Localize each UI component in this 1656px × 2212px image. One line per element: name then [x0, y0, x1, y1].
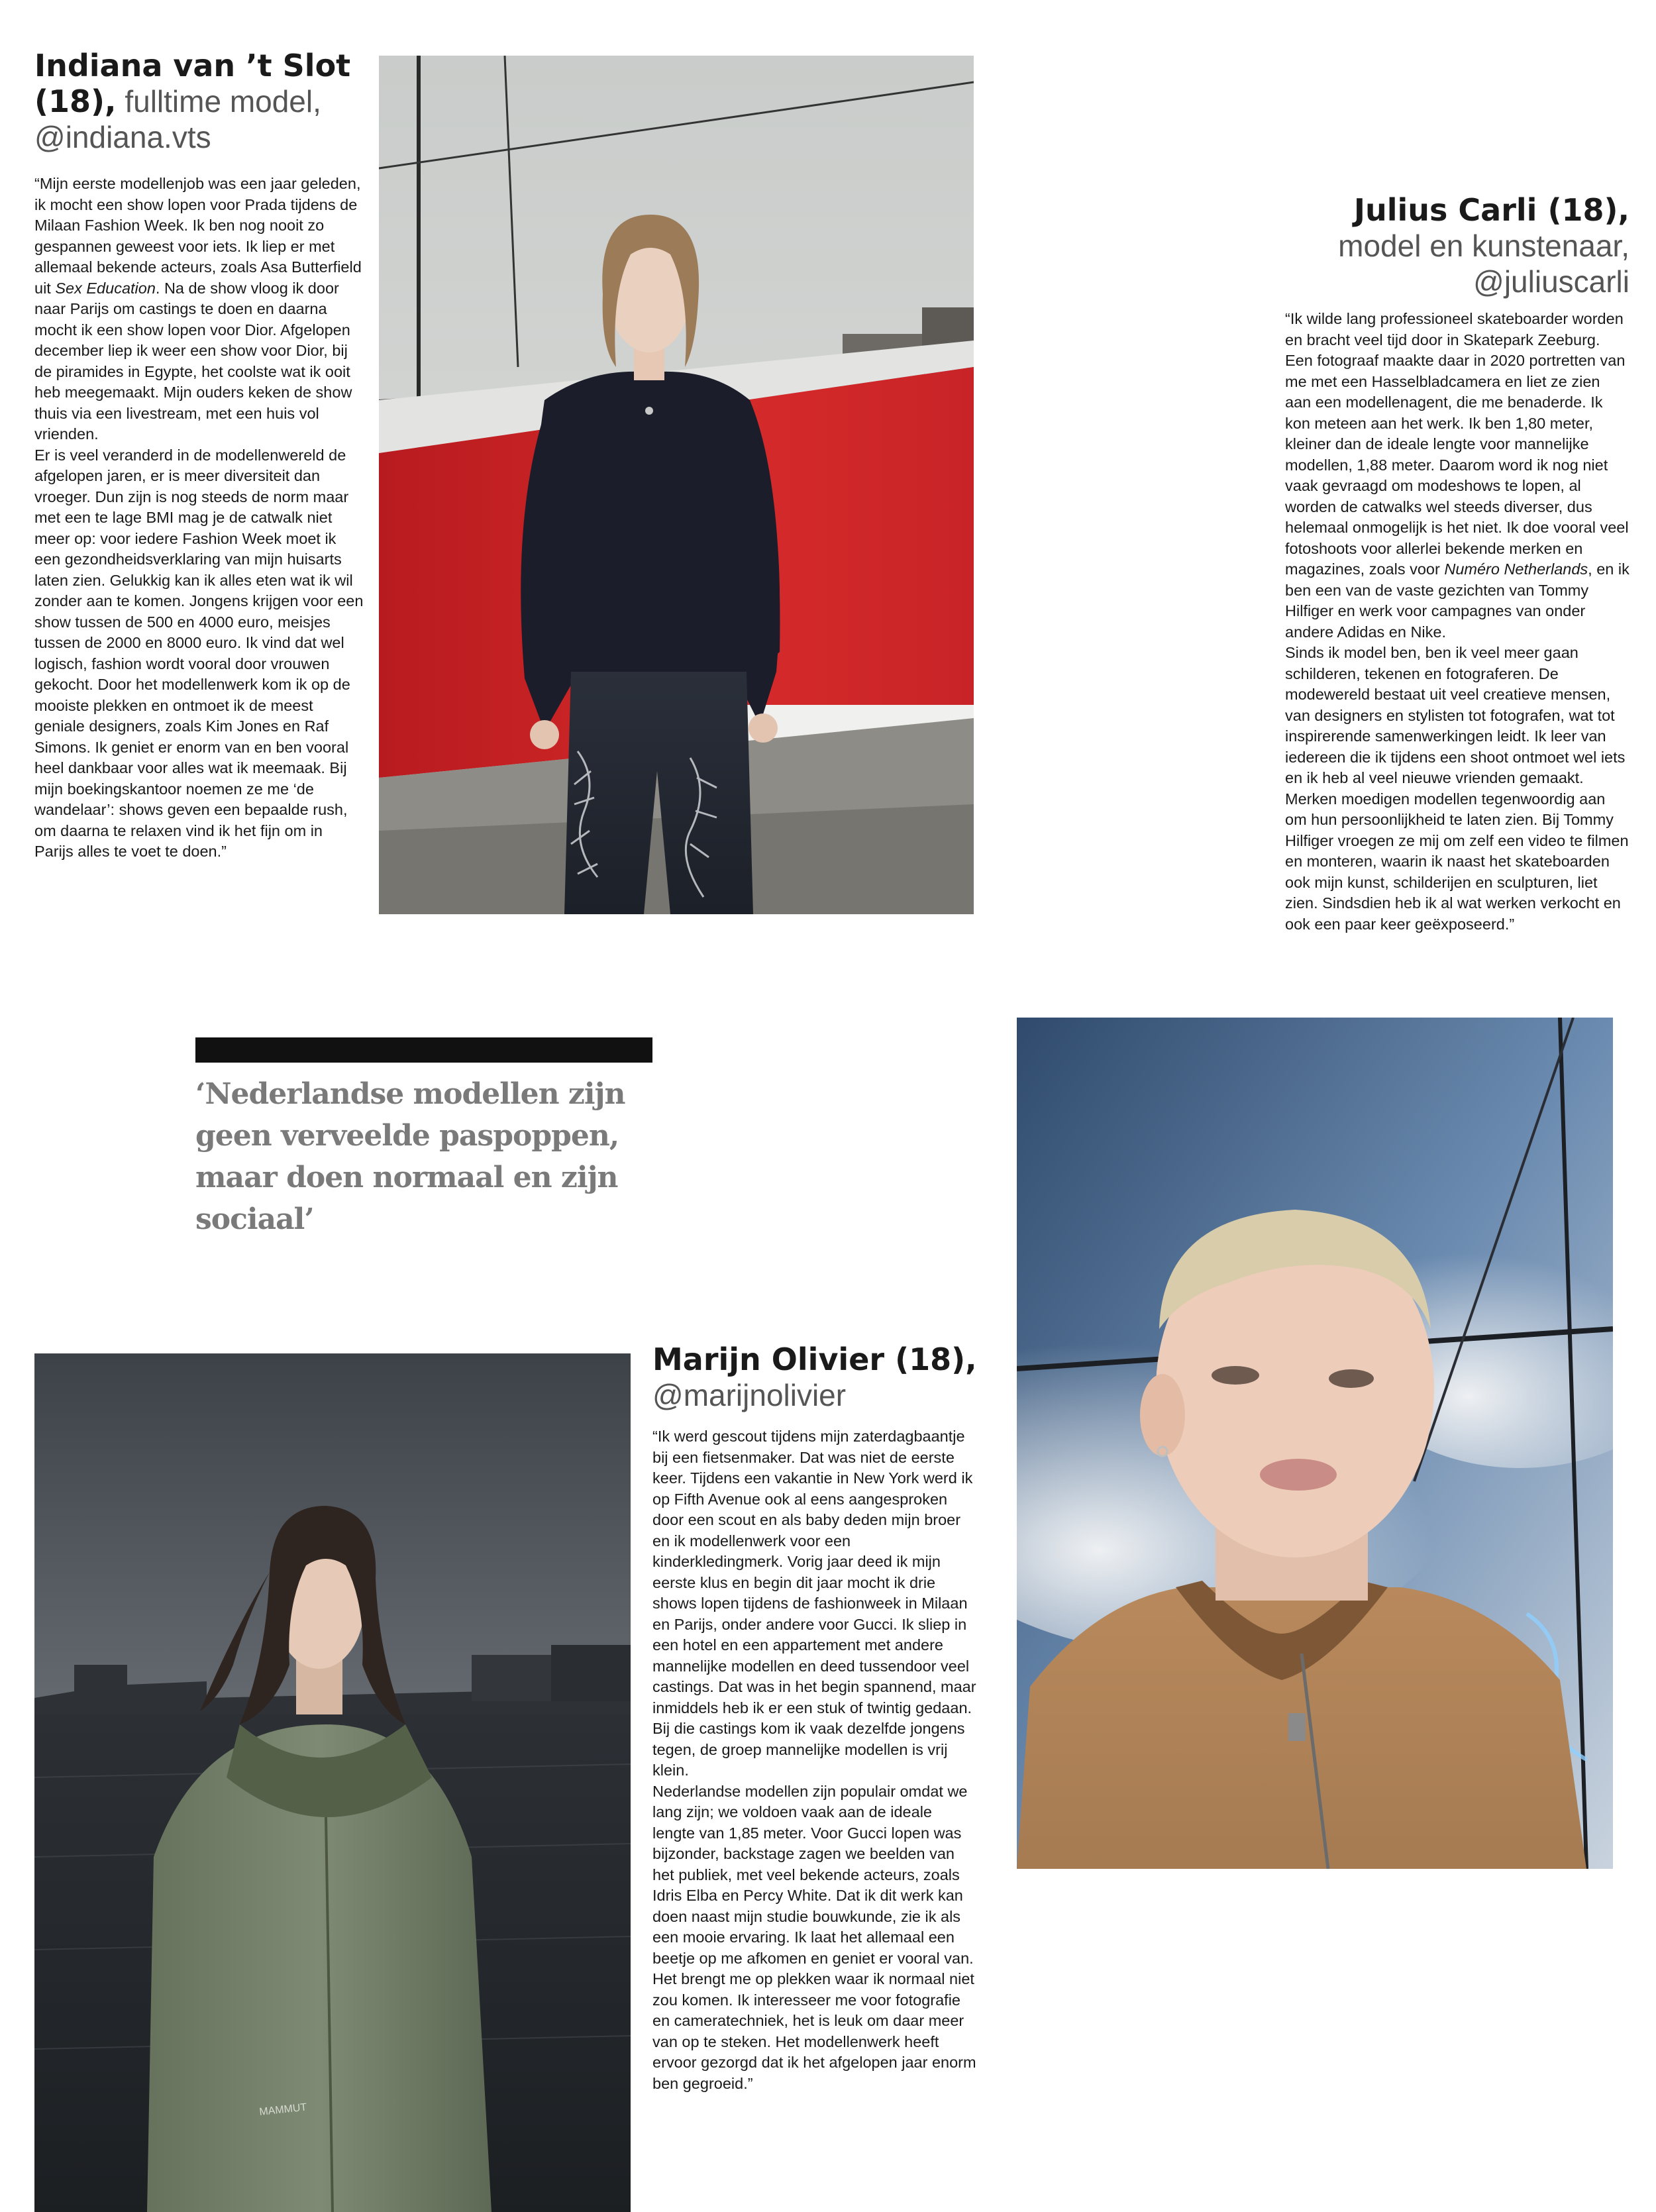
photo-indiana: [379, 56, 974, 914]
profile-indiana: [34, 48, 366, 863]
profile-body: [652, 1426, 977, 2094]
profile-julius: [1285, 192, 1630, 935]
show-title: Sex Education: [55, 279, 156, 297]
body-paragraph: Nederlandse modellen zijn populair omdat we lang zijn; we voldoen vaak aan de ideale lengte van 1,85 meter. Voor Gucci lopen was bijzonder, backstage zagen we beelden van het publiek, met veel bekende acteurs, zoals Idris Elba en Percy White. Dat ik dit werk kan doen naast mijn studie bouwkunde, zie ik als een mooie ervaring. Ik laat het allemaal een beetje op me afkomen en geniet er vooral van. Het brengt me op plekken waar ik normaal niet zou komen. Ik interesseer me voor fotografie en cameratechniek, het is leuk om daar meer van op te steken. Het modellenwerk heeft ervoor gezorgd dat ik het afgelopen jaar enorm ben gegroeid.”: [652, 1782, 976, 2092]
body-paragraph: “Ik werd gescout tijdens mijn zaterdagbaantje bij een fietsenmaker. Dat was niet de eerste keer. Tijdens een vakantie in New York werd ik op Fifth Avenue ook al eens aangesproken door een scout en als baby deden mijn broer en ik modellenwerk voor een kinderkledingmerk. Vorig jaar deed ik mijn eerste klus en begin dit jaar mocht ik drie shows lopen tijdens de fashionweek in Milaan en Parijs, onder andere voor Gucci. Ik sliep in een hotel en een appartement met andere mannelijke modellen en deed tussendoor veel castings. Dat was in het begin spannend, maar inmiddels heb ik er een stuk of twintig gedaan. Bij die castings kom ik vaak dezelfde jongens tegen, de groep mannelijke modellen is vrij klein.: [652, 1428, 976, 1779]
profile-heading: [652, 1342, 977, 1413]
profile-handle: @marijnolivier: [652, 1378, 847, 1412]
body-paragraph: “Mijn eerste modellenjob was een jaar geleden, ik mocht een show lopen voor Prada tijdens de Milaan Fashion Week. Ik ben nog nooit zo gespannen geweest voor iets. Ik liep er met allemaal bekende acteurs, zoals Asa Butterfield uit Sex Education. Na de show vloog ik door naar Parijs om castings te doen en daarna mocht ik een show lopen voor Dior. Afgelopen december liep ik weer een show voor Dior, bij de piramides in Egypte, het coolste wat ik ooit heb meegemaakt. Mijn ouders keken de show thuis via een livestream, met een huis vol vrienden.: [34, 175, 362, 443]
body-paragraph: “Ik wilde lang professioneel skateboarder worden en bracht veel tijd door in Skatepark Zeeburg. Een fotograaf maakte daar in 2020 portretten van me met een Hasselbladcamera en liet ze zien aan een modellenagent, die me benaderde. Ik kon meteen aan het werk. Ik ben 1,80 meter, kleiner dan de ideale lengte voor mannelijke modellen, 1,88 meter. Daarom word ik nog niet vaak gevraagd om modeshows te lopen, al worden de catwalks wel steeds diverser, dus helemaal onmogelijk is het niet. Ik doe vooral veel fotoshoots voor allerlei bekende merken en magazines, zoals voor Numéro Netherlands, en ik ben een van de vaste gezichten van Tommy Hilfiger en werk voor campagnes van onder andere Adidas en Nike.: [1285, 310, 1630, 641]
photo-julius-image: [1017, 1018, 1613, 1869]
profile-name: Indiana van ’t Slot: [34, 48, 351, 83]
body-paragraph: Merken moedigen modellen tegenwoordig aan om hun persoonlijkheid te laten zien. Bij Tommy Hilfiger vroegen ze mij om zelf een video te filmen en monteren, waarin ik naast het skateboarden ook mijn kunst, schilderijen en sculpturen, liet zien. Sindsdien heb ik al wat werken verkocht en ook een paar keer geëxposeerd.”: [1285, 790, 1629, 933]
profile-body: [34, 174, 366, 863]
profile-name: Julius Carli (18),: [1353, 192, 1630, 228]
profile-heading: [34, 48, 366, 155]
photo-julius: [1017, 1018, 1613, 1869]
profile-name: Marijn Olivier (18),: [652, 1342, 977, 1377]
profile-role: model en kunstenaar,: [1338, 229, 1630, 263]
photo-marijn-image: [34, 1353, 631, 2212]
profile-role: fulltime model,: [125, 84, 321, 119]
photo-marijn: [34, 1353, 631, 2212]
photo-indiana-image: [379, 56, 974, 914]
profile-marijn: [652, 1342, 977, 2094]
quote-bar: [195, 1037, 652, 1063]
pull-quote: ‘Nederlandse modellen zijn geen verveelde paspoppen, maar doen normaal en zijn sociaal’: [195, 1077, 625, 1236]
jacket-logo-text: MAMMUT: [258, 2101, 308, 2118]
magazine-title: Numéro Netherlands: [1444, 560, 1588, 578]
profile-handle: @indiana.vts: [34, 120, 211, 154]
profile-handle: @juliuscarli: [1473, 264, 1630, 299]
body-paragraph: Er is veel veranderd in de modellenwereld de afgelopen jaren, er is meer diversiteit dan vroeger. Dun zijn is nog steeds de norm maar met een te lage BMI mag je de catwalk niet meer op: voor iedere Fashion Week moet ik een gezondheidsverklaring van mijn huisarts laten zien. Gelukkig kan ik alles eten wat ik wil zonder aan te komen. Jongens krijgen voor een show tussen de 500 en 4000 euro, meisjes tussen de 2000 en 8000 euro. Ik vind dat wel logisch, fashion wordt vooral door vrouwen gekocht. Door het modellenwerk kom ik op de mooiste plekken en ontmoet ik de meest geniale designers, zoals Kim Jones en Raf Simons. Ik geniet er enorm van en ben vooral heel dankbaar voor alles wat ik meemaak. Bij mijn boekingskantoor noemen ze me ‘de wandelaar’: shows geven een bepaalde rush, om daarna te relaxen vind ik het fijn om in Parijs alles te voet te doen.”: [34, 446, 364, 860]
profile-heading: [1285, 192, 1630, 299]
profile-age: (18),: [34, 83, 117, 119]
body-paragraph: Sinds ik model ben, ben ik veel meer gaan schilderen, tekenen en fotograferen. De modewereld bestaat uit veel creatieve mensen, van designers en stylisten tot fotografen, wat tot inspirerende samenwerkingen leidt. Ik leer van iedereen die ik tijdens een shoot ontmoet wel iets en ik heb al veel nieuwe vrienden gemaakt.: [1285, 644, 1626, 786]
profile-body: [1285, 309, 1630, 935]
